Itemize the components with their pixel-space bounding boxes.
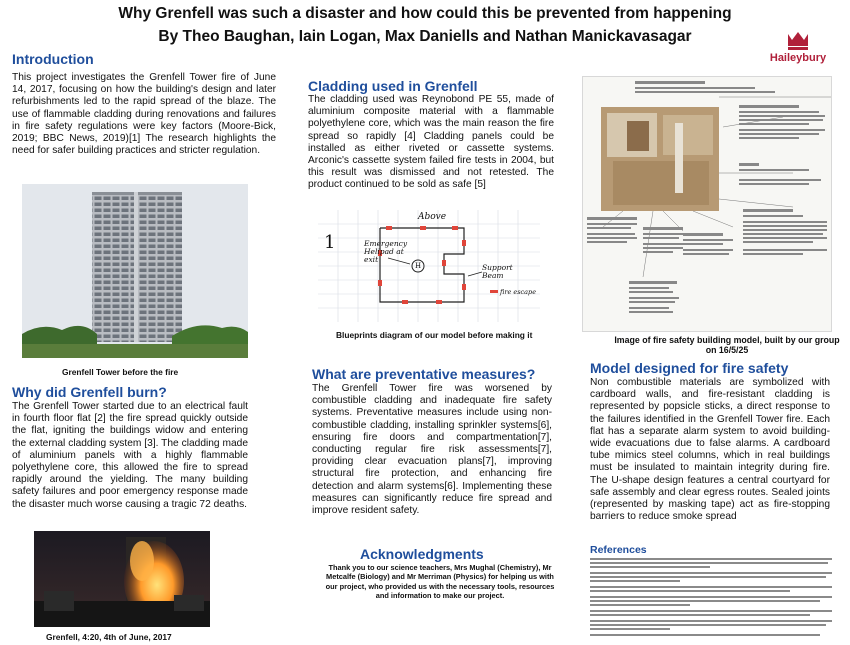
blueprint-caption: Blueprints diagram of our model before making it [336,330,533,340]
preventative-text: The Grenfell Tower fire was worsened by combustible cladding and inadequate fire safety systems. Preventative measures include using non-combustible cladding, installing sprinkler systems[6], ensuring fire doors and compartmentation[7], conducting regular fire risk assessments[7], providing clear evacuation plans[7], improving structural fire protection, and enhancing fire detection and alarm systems[6]. Implementing these measures can significantly reduce fire spread and improve resident safety. [312,383,552,517]
model-annotated-image [582,76,832,332]
blueprint-diagram [318,210,540,322]
why-text: The Grenfell Tower started due to an electrical fault in fourth floor flat [2] the fire spread quickly outside the flat, igniting the buildings widow and entering the external cladding system [3]. The cladding made of aluminium panels with a highly flammable polyethylene core, this allowed the fire to spread rapidly around the yielding. The many building safety failures and poor emergency response made the disaster much worse causing a tragic 72 deaths. [12,401,248,510]
intro-text: This project investigates the Grenfell Tower fire of June 14, 2017, focusing on how the building's design and later refurbishments led to the rapid spread of the blaze. The use of flammable cladding during renovations and failures in fire safety regulations were key factors (Moore-Bick, 2019; BBC News, 2019)[1] The research highlights the need for safer building practices and stricter regulation. [12,72,276,157]
crest-icon [766,30,830,52]
blueprint-label-emergency: Emergency Helipad at exit [364,239,408,264]
preventative-heading: What are preventative measures? [312,366,536,382]
model-text: Non combustible materials are symbolized with cardboard walls, and fire-resistant cladding is represented by popsicle sticks, a direct response to the failures identified in the Grenfell Tower fire. Each flat has a separate alarm system to avoid building-wide evacuations due to false alarms. A cardboard tube mimics steel columns, which in real buildings must be insulated to maintain integrity during fire. The U-shape design features a central courtyard for safe assembly and clear egress routes. Sealed joints (represented by masking tape) act as fire-stopping barriers to reduce smoke spread [590,377,830,523]
blueprint-label-above: Above [418,212,447,222]
ack-text: Thank you to our science teachers, Mrs Mughal (Chemistry), Mr Metcalfe (Biology) and Mr Merriman (Physics) for helping us with our project, who provided us with the necessary tools, resources and information to make our project. [325,563,555,601]
blueprint-label-support: Support Beam [482,263,513,280]
blueprint-label-h: H [415,262,422,270]
references-heading: References [590,544,647,556]
blueprint-label-number: 1 [324,232,336,253]
model-image-caption: Image of fire safety building model, built by our group on 16/5/25 [614,335,840,355]
blueprint-label-fire-escape: fire escape [500,288,537,296]
references-section [590,544,832,640]
logo-text: Haileybury [769,52,827,64]
tower-fire-photo [34,531,210,627]
why-heading: Why did Grenfell burn? [12,384,167,400]
cladding-text: The cladding used was Reynobond PE 55, made of aluminium composite material with a flammable polyethylene core, which was the main reason the fire spread so rapidly [4] Cladding panels could be installed as either riveted or cassette systems. Arconic's cassette system failed fire tests in 2004, but this result was dismissed and not retested. The product continued to be sold as safe [5] [308,94,554,191]
model-heading: Model designed for fire safety [590,360,789,376]
tower-before-caption: Grenfell Tower before the fire [62,367,179,377]
references-list [590,556,832,638]
school-logo [766,30,830,66]
tower-before-photo [22,184,248,358]
cladding-heading: Cladding used in Grenfell [308,78,478,94]
ack-heading: Acknowledgments [360,546,484,562]
intro-heading: Introduction [12,51,94,67]
poster-title: Why Grenfell was such a disaster and how could this be prevented from happening [118,5,732,22]
poster-authors: By Theo Baughan, Iain Logan, Max Daniells and Nathan Manickavasagar [158,28,692,45]
tower-fire-caption: Grenfell, 4:20, 4th of June, 2017 [46,632,172,642]
